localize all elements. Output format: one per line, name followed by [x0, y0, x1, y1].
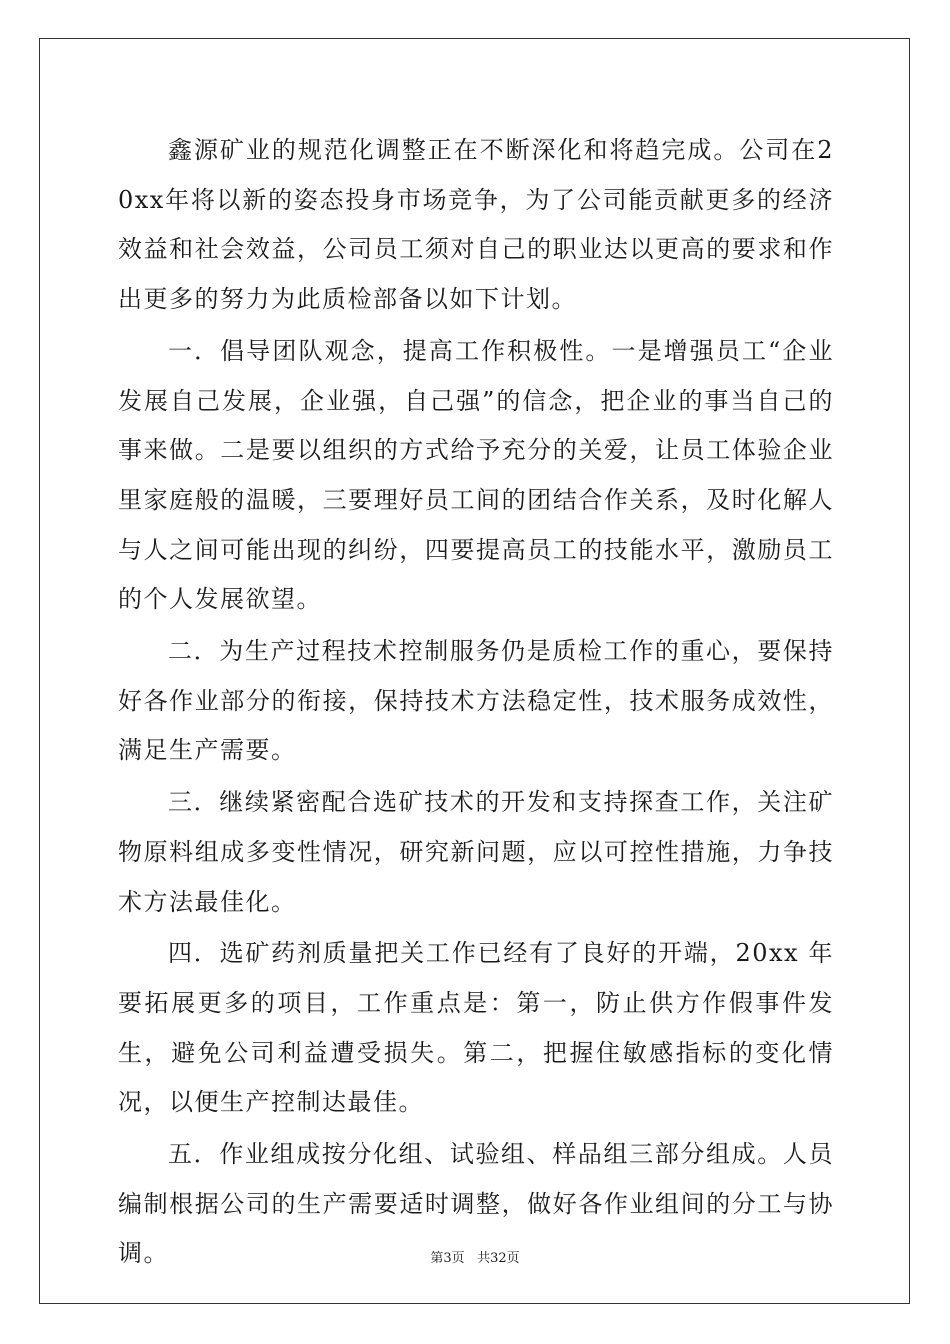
paragraph-item-5: 五．作业组成按分化组、试验组、样品组三部分组成。人员编制根据公司的生产需要适时调整，做好各作业组间的分工与协调。 [118, 1140, 834, 1268]
paragraph-intro: 鑫源矿业的规范化调整正在不断深化和将趋完成。公司在20xx年将以新的姿态投身市场竞争，为了公司能贡献更多的经济效益和社会效益，公司员工须对自己的职业达以更高的要求和作出更多的努力为此质检部备以如下计划。 [118, 136, 834, 314]
page-total: 共32页 [477, 1251, 520, 1266]
page-number: 第3页 [430, 1251, 465, 1266]
page-footer [0, 1247, 950, 1266]
paragraph-item-3: 三．继续紧密配合选矿技术的开发和支持探查工作，关注矿物原料组成多变性情况，研究新问题，应以可控性措施，力争技术方法最佳化。 [118, 788, 834, 916]
paragraph-item-2: 二．为生产过程技术控制服务仍是质检工作的重心，要保持好各作业部分的衔接，保持技术方法稳定性，技术服务成效性，满足生产需要。 [118, 637, 834, 765]
paragraph-item-4: 四．选矿药剂质量把关工作已经有了良好的开端，20xx 年要拓展更多的项目，工作重点是：第一，防止供方作假事件发生，避免公司利益遭受损失。第二，把握住敏感指标的变化情况，以便生产控制达最佳。 [118, 939, 834, 1117]
paragraph-item-1: 一．倡导团队观念，提高工作积极性。一是增强员工“企业发展自己发展，企业强，自己强”的信念，把企业的事当自己的事来做。二是要以组织的方式给予充分的关爱，让员工体验企业里家庭般的温暖，三要理好员工间的团结合作关系，及时化解人与人之间可能出现的纠纷，四要提高员工的技能水平，激励员工的个人发展欲望。 [118, 336, 834, 614]
document-body [118, 126, 834, 1281]
